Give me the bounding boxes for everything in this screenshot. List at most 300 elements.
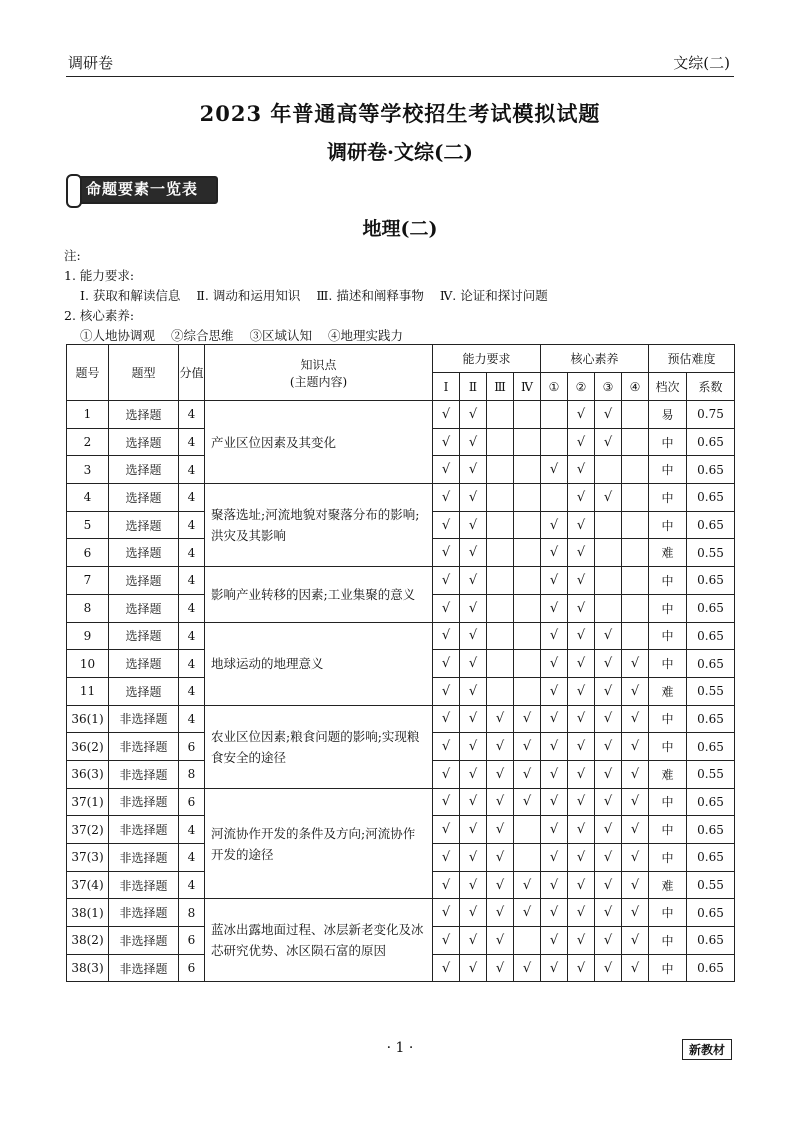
core-check-1: √ <box>541 871 568 899</box>
core-check-4: √ <box>622 954 649 982</box>
difficulty-level: 易 <box>649 401 687 429</box>
question-type: 非选择题 <box>109 816 179 844</box>
question-score: 4 <box>179 650 205 678</box>
core-check-3 <box>595 567 622 595</box>
ability-check-4 <box>514 927 541 955</box>
ability-check-2: √ <box>460 871 487 899</box>
core-check-4 <box>622 539 649 567</box>
ability-check-1: √ <box>433 733 460 761</box>
ability-check-3: √ <box>487 816 514 844</box>
ability-item: Ⅲ. 描述和阐释事物 <box>316 288 424 303</box>
ability-check-3: √ <box>487 705 514 733</box>
question-num: 37(4) <box>67 871 109 899</box>
question-num: 36(2) <box>67 733 109 761</box>
core-title: 2. 核心素养: <box>64 308 135 323</box>
core-check-3: √ <box>595 899 622 927</box>
difficulty-level: 难 <box>649 760 687 788</box>
page-title: 2023 年普通高等学校招生考试模拟试题 <box>199 101 601 126</box>
core-check-3: √ <box>595 760 622 788</box>
header-knowledge <box>205 345 433 401</box>
question-score: 6 <box>179 954 205 982</box>
difficulty-level: 中 <box>649 705 687 733</box>
question-type: 非选择题 <box>109 871 179 899</box>
question-num: 8 <box>67 594 109 622</box>
ability-check-4 <box>514 650 541 678</box>
ability-check-3: √ <box>487 844 514 872</box>
core-check-1: √ <box>541 650 568 678</box>
core-check-2: √ <box>568 484 595 512</box>
banner-label: 命题要素一览表 <box>86 180 199 198</box>
header-ability-col: Ⅰ <box>433 373 460 401</box>
core-check-4 <box>622 456 649 484</box>
core-check-3: √ <box>595 650 622 678</box>
core-check-4 <box>622 484 649 512</box>
core-check-1: √ <box>541 844 568 872</box>
core-check-1 <box>541 401 568 429</box>
question-score: 4 <box>179 401 205 429</box>
core-check-2: √ <box>568 677 595 705</box>
ability-check-1: √ <box>433 539 460 567</box>
ability-check-1: √ <box>433 567 460 595</box>
ability-check-1: √ <box>433 705 460 733</box>
core-check-1: √ <box>541 733 568 761</box>
core-check-1: √ <box>541 456 568 484</box>
ability-check-3 <box>487 428 514 456</box>
ability-check-4: √ <box>514 871 541 899</box>
ability-check-1: √ <box>433 622 460 650</box>
core-check-3: √ <box>595 816 622 844</box>
core-check-4: √ <box>622 733 649 761</box>
question-score: 4 <box>179 705 205 733</box>
ability-check-1: √ <box>433 760 460 788</box>
core-check-3: √ <box>595 401 622 429</box>
core-check-4 <box>622 594 649 622</box>
core-check-3: √ <box>595 622 622 650</box>
ability-check-3 <box>487 622 514 650</box>
core-check-2: √ <box>568 511 595 539</box>
question-num: 38(3) <box>67 954 109 982</box>
question-score: 8 <box>179 899 205 927</box>
core-check-1: √ <box>541 539 568 567</box>
ability-item: Ⅰ. 获取和解读信息 <box>80 288 181 303</box>
question-score: 4 <box>179 511 205 539</box>
header-difficulty: 预估难度 <box>649 345 735 373</box>
difficulty-coef: 0.65 <box>687 650 735 678</box>
core-check-2: √ <box>568 428 595 456</box>
question-type: 选择题 <box>109 594 179 622</box>
question-num: 6 <box>67 539 109 567</box>
ability-check-4 <box>514 622 541 650</box>
header-type: 题型 <box>109 345 179 401</box>
core-check-1: √ <box>541 705 568 733</box>
ability-check-3: √ <box>487 927 514 955</box>
difficulty-level: 难 <box>649 677 687 705</box>
difficulty-coef: 0.65 <box>687 899 735 927</box>
difficulty-level: 中 <box>649 622 687 650</box>
difficulty-coef: 0.65 <box>687 927 735 955</box>
ability-check-1: √ <box>433 511 460 539</box>
difficulty-level: 中 <box>649 511 687 539</box>
core-check-1: √ <box>541 760 568 788</box>
knowledge-point: 河流协作开发的条件及方向;河流协作开发的途径 <box>205 788 433 899</box>
ability-check-2: √ <box>460 650 487 678</box>
ability-check-2: √ <box>460 401 487 429</box>
header-core: 核心素养 <box>541 345 649 373</box>
difficulty-coef: 0.65 <box>687 567 735 595</box>
core-check-3: √ <box>595 788 622 816</box>
question-score: 4 <box>179 844 205 872</box>
knowledge-point: 产业区位因素及其变化 <box>205 401 433 484</box>
ability-check-1: √ <box>433 871 460 899</box>
question-type: 选择题 <box>109 539 179 567</box>
question-num: 5 <box>67 511 109 539</box>
header-right: 文综(二) <box>673 54 730 72</box>
core-check-4 <box>622 567 649 595</box>
question-num: 10 <box>67 650 109 678</box>
header-left: 调研卷 <box>68 54 114 72</box>
ability-check-4 <box>514 539 541 567</box>
question-type: 选择题 <box>109 567 179 595</box>
core-check-3 <box>595 456 622 484</box>
core-check-4: √ <box>622 927 649 955</box>
core-check-2: √ <box>568 705 595 733</box>
question-type: 选择题 <box>109 622 179 650</box>
question-score: 4 <box>179 677 205 705</box>
question-score: 4 <box>179 816 205 844</box>
header-ability: 能力要求 <box>433 345 541 373</box>
ability-check-4: √ <box>514 733 541 761</box>
header-divider <box>66 76 734 77</box>
ability-check-1: √ <box>433 844 460 872</box>
difficulty-coef: 0.65 <box>687 456 735 484</box>
ability-check-3: √ <box>487 954 514 982</box>
ability-check-2: √ <box>460 484 487 512</box>
difficulty-coef: 0.55 <box>687 539 735 567</box>
ability-check-1: √ <box>433 954 460 982</box>
table-row <box>67 899 735 927</box>
header-knowledge-main: 知识点 <box>300 357 337 372</box>
core-check-1: √ <box>541 511 568 539</box>
question-num: 2 <box>67 428 109 456</box>
ability-check-3 <box>487 594 514 622</box>
ability-check-3: √ <box>487 733 514 761</box>
core-check-3 <box>595 511 622 539</box>
core-list <box>64 326 560 346</box>
ability-check-2: √ <box>460 622 487 650</box>
question-type: 选择题 <box>109 484 179 512</box>
header-level: 档次 <box>649 373 687 401</box>
core-check-4: √ <box>622 705 649 733</box>
core-check-1: √ <box>541 594 568 622</box>
ability-check-3 <box>487 484 514 512</box>
header-core-col: ④ <box>622 373 649 401</box>
difficulty-coef: 0.55 <box>687 871 735 899</box>
notes-block <box>64 246 560 346</box>
question-score: 4 <box>179 484 205 512</box>
header-core-col: ② <box>568 373 595 401</box>
table-row <box>67 567 735 595</box>
difficulty-level: 中 <box>649 567 687 595</box>
question-type: 非选择题 <box>109 760 179 788</box>
knowledge-point: 影响产业转移的因素;工业集聚的意义 <box>205 567 433 622</box>
difficulty-level: 中 <box>649 927 687 955</box>
difficulty-level: 中 <box>649 816 687 844</box>
core-check-4 <box>622 511 649 539</box>
scroll-roll-icon <box>66 174 82 208</box>
core-item: ③区域认知 <box>249 328 313 343</box>
ability-check-2: √ <box>460 428 487 456</box>
core-check-2: √ <box>568 816 595 844</box>
core-check-1: √ <box>541 954 568 982</box>
ability-check-4 <box>514 428 541 456</box>
ability-check-4 <box>514 401 541 429</box>
ability-check-1: √ <box>433 428 460 456</box>
core-check-1 <box>541 484 568 512</box>
difficulty-coef: 0.65 <box>687 428 735 456</box>
ability-check-4 <box>514 677 541 705</box>
core-check-4 <box>622 622 649 650</box>
knowledge-point: 聚落选址;河流地貌对聚落分布的影响;洪灾及其影响 <box>205 484 433 567</box>
question-num: 38(1) <box>67 899 109 927</box>
knowledge-point: 地球运动的地理意义 <box>205 622 433 705</box>
core-check-3: √ <box>595 428 622 456</box>
question-num: 36(1) <box>67 705 109 733</box>
question-type: 非选择题 <box>109 899 179 927</box>
difficulty-level: 难 <box>649 539 687 567</box>
core-check-3 <box>595 539 622 567</box>
table-row <box>67 622 735 650</box>
header-core-col: ① <box>541 373 568 401</box>
question-num: 11 <box>67 677 109 705</box>
ability-check-2: √ <box>460 844 487 872</box>
ability-check-4: √ <box>514 899 541 927</box>
difficulty-coef: 0.75 <box>687 401 735 429</box>
core-item: ④地理实践力 <box>328 328 404 343</box>
ability-check-4 <box>514 567 541 595</box>
difficulty-coef: 0.65 <box>687 788 735 816</box>
core-check-2: √ <box>568 733 595 761</box>
ability-check-1: √ <box>433 650 460 678</box>
difficulty-coef: 0.65 <box>687 511 735 539</box>
core-check-3: √ <box>595 705 622 733</box>
question-num: 3 <box>67 456 109 484</box>
ability-check-2: √ <box>460 705 487 733</box>
core-check-4 <box>622 401 649 429</box>
table-row <box>67 484 735 512</box>
ability-check-3 <box>487 650 514 678</box>
question-type: 选择题 <box>109 456 179 484</box>
core-check-2: √ <box>568 788 595 816</box>
core-check-4 <box>622 428 649 456</box>
header-num: 题号 <box>67 345 109 401</box>
table-row <box>67 401 735 429</box>
ability-check-2: √ <box>460 899 487 927</box>
knowledge-point: 农业区位因素;粮食问题的影响;实现粮食安全的途径 <box>205 705 433 788</box>
difficulty-level: 中 <box>649 844 687 872</box>
core-check-1: √ <box>541 899 568 927</box>
knowledge-point: 蓝冰出露地面过程、冰层新老变化及冰芯研究优势、冰区陨石富的原因 <box>205 899 433 982</box>
question-score: 4 <box>179 622 205 650</box>
question-score: 6 <box>179 788 205 816</box>
difficulty-level: 中 <box>649 899 687 927</box>
edition-badge: 新教材 <box>682 1039 732 1060</box>
core-check-2: √ <box>568 401 595 429</box>
core-check-4: √ <box>622 899 649 927</box>
difficulty-level: 中 <box>649 594 687 622</box>
ability-check-2: √ <box>460 927 487 955</box>
difficulty-level: 中 <box>649 428 687 456</box>
core-check-2: √ <box>568 567 595 595</box>
difficulty-coef: 0.65 <box>687 816 735 844</box>
difficulty-coef: 0.55 <box>687 677 735 705</box>
ability-check-3: √ <box>487 899 514 927</box>
difficulty-coef: 0.65 <box>687 954 735 982</box>
ability-check-4: √ <box>514 954 541 982</box>
ability-check-4 <box>514 484 541 512</box>
table-body <box>67 401 735 982</box>
core-check-1: √ <box>541 622 568 650</box>
core-check-2: √ <box>568 871 595 899</box>
header-core-col: ③ <box>595 373 622 401</box>
ability-check-3: √ <box>487 788 514 816</box>
notes-label: 注: <box>64 248 81 263</box>
header-score: 分值 <box>179 345 205 401</box>
question-table <box>66 344 735 982</box>
difficulty-coef: 0.55 <box>687 760 735 788</box>
core-check-3: √ <box>595 927 622 955</box>
ability-check-4: √ <box>514 705 541 733</box>
core-check-2: √ <box>568 760 595 788</box>
ability-title: 1. 能力要求: <box>64 268 135 283</box>
header-ability-col: Ⅲ <box>487 373 514 401</box>
question-type: 非选择题 <box>109 788 179 816</box>
question-num: 1 <box>67 401 109 429</box>
header-knowledge-sub: (主题内容) <box>289 374 348 389</box>
core-check-1 <box>541 428 568 456</box>
ability-check-4: √ <box>514 760 541 788</box>
ability-check-2: √ <box>460 816 487 844</box>
section-banner <box>66 174 218 204</box>
core-check-3: √ <box>595 871 622 899</box>
ability-check-2: √ <box>460 760 487 788</box>
subject-title: 地理(二) <box>362 218 438 240</box>
question-type: 选择题 <box>109 401 179 429</box>
ability-check-4 <box>514 594 541 622</box>
question-num: 7 <box>67 567 109 595</box>
ability-check-2: √ <box>460 511 487 539</box>
ability-check-1: √ <box>433 677 460 705</box>
core-check-3: √ <box>595 954 622 982</box>
core-check-1: √ <box>541 567 568 595</box>
core-check-2: √ <box>568 539 595 567</box>
header-ability-col: Ⅱ <box>460 373 487 401</box>
question-type: 非选择题 <box>109 927 179 955</box>
question-score: 4 <box>179 539 205 567</box>
core-check-1: √ <box>541 788 568 816</box>
ability-check-3 <box>487 539 514 567</box>
ability-check-3 <box>487 511 514 539</box>
ability-check-4 <box>514 511 541 539</box>
core-check-4: √ <box>622 871 649 899</box>
core-check-4: √ <box>622 650 649 678</box>
difficulty-level: 中 <box>649 788 687 816</box>
core-check-2: √ <box>568 927 595 955</box>
ability-check-3 <box>487 401 514 429</box>
difficulty-level: 中 <box>649 484 687 512</box>
core-check-4: √ <box>622 677 649 705</box>
ability-check-2: √ <box>460 594 487 622</box>
difficulty-level: 难 <box>649 871 687 899</box>
difficulty-level: 中 <box>649 733 687 761</box>
ability-item: Ⅳ. 论证和探讨问题 <box>439 288 548 303</box>
ability-check-1: √ <box>433 816 460 844</box>
table-row <box>67 788 735 816</box>
page-subtitle: 调研卷·文综(二) <box>327 140 473 164</box>
question-num: 37(1) <box>67 788 109 816</box>
core-check-1: √ <box>541 816 568 844</box>
core-check-2: √ <box>568 650 595 678</box>
difficulty-coef: 0.65 <box>687 733 735 761</box>
question-type: 选择题 <box>109 677 179 705</box>
ability-check-3: √ <box>487 871 514 899</box>
difficulty-level: 中 <box>649 650 687 678</box>
core-check-4: √ <box>622 816 649 844</box>
core-check-3: √ <box>595 484 622 512</box>
ability-check-1: √ <box>433 594 460 622</box>
question-num: 36(3) <box>67 760 109 788</box>
core-check-2: √ <box>568 899 595 927</box>
core-check-1: √ <box>541 677 568 705</box>
question-type: 非选择题 <box>109 733 179 761</box>
ability-check-3 <box>487 567 514 595</box>
ability-check-3 <box>487 456 514 484</box>
ability-check-3 <box>487 677 514 705</box>
difficulty-coef: 0.65 <box>687 484 735 512</box>
question-score: 4 <box>179 567 205 595</box>
ability-check-2: √ <box>460 788 487 816</box>
core-check-2: √ <box>568 622 595 650</box>
question-score: 4 <box>179 594 205 622</box>
ability-check-2: √ <box>460 733 487 761</box>
ability-check-4: √ <box>514 788 541 816</box>
core-check-4: √ <box>622 788 649 816</box>
ability-list <box>64 286 560 306</box>
question-type: 非选择题 <box>109 705 179 733</box>
core-check-3: √ <box>595 844 622 872</box>
core-item: ②综合思维 <box>171 328 234 343</box>
core-item: ①人地协调观 <box>80 328 156 343</box>
core-check-2: √ <box>568 456 595 484</box>
difficulty-coef: 0.65 <box>687 705 735 733</box>
question-num: 37(2) <box>67 816 109 844</box>
question-num: 37(3) <box>67 844 109 872</box>
ability-check-2: √ <box>460 954 487 982</box>
ability-check-1: √ <box>433 484 460 512</box>
difficulty-coef: 0.65 <box>687 622 735 650</box>
core-check-2: √ <box>568 954 595 982</box>
ability-check-1: √ <box>433 401 460 429</box>
core-check-2: √ <box>568 844 595 872</box>
header-coef: 系数 <box>687 373 735 401</box>
difficulty-level: 中 <box>649 954 687 982</box>
question-score: 6 <box>179 927 205 955</box>
ability-check-2: √ <box>460 539 487 567</box>
ability-check-2: √ <box>460 456 487 484</box>
ability-check-1: √ <box>433 788 460 816</box>
question-score: 4 <box>179 871 205 899</box>
question-type: 选择题 <box>109 428 179 456</box>
question-type: 选择题 <box>109 650 179 678</box>
